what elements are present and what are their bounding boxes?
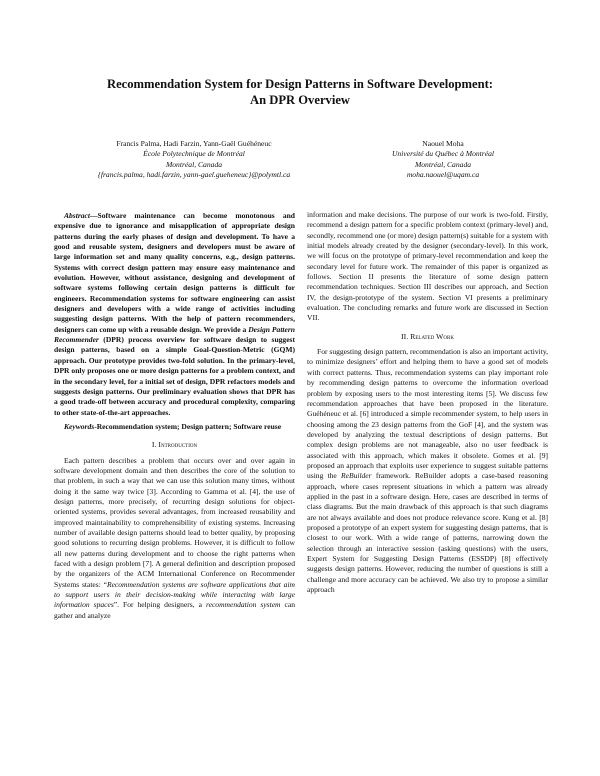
- intro-continuation: information and make decisions. The purpose of our work is two-fold. Firstly, recommend a design pattern for a specific problem context (primary-level) and, secondly, recommend one (or more) design pattern(s) suitable for a system with initial models already created by the designer (secondary-level). In this work, we will focus on the prototype of primary-level recommendation and keep the secondary level for future work. The remainder of this paper is organized as follows. Section II presents the literature of some design pattern recommendation techniques. Section III describes our approach, and Section IV, the design-prototype of the system. Section VI presents a preliminary evaluation. The concluding remarks and future work are discussed in Section VII.: [307, 210, 548, 323]
- author-location: Montréal, Canada: [414, 159, 472, 169]
- title-line-1: Recommendation System for Design Patterns in Software Development:: [106, 77, 494, 91]
- keywords: [54, 422, 295, 432]
- abstract: [54, 211, 295, 418]
- right-column: [307, 210, 548, 595]
- author-affiliation: Université du Québec à Montréal: [391, 149, 495, 159]
- author-affiliation: École Polytechnique de Montréal: [143, 149, 245, 159]
- keywords-lead: Keywords: [64, 421, 95, 431]
- author-location: Montréal, Canada: [165, 159, 223, 169]
- section-heading-related-work: II. Related Work: [401, 331, 454, 341]
- abstract-text-2: (DPR) process overview for software design to suggest design patterns, based on a simple Goal-Question-Metric (GQM) approach. Our prototype provides two-fold solution. In the primary-level, DPR only proposes one or more design patterns for a problem context, and in the secondary level, for a initial set of design, DPR refactors models and suggests design patterns. Our preliminary evaluation shows that DPR has a good trade-off between accuracy and procedural complexity, comparing to other state-of-the-art approaches.: [54, 335, 295, 417]
- intro-text-2: ”. For helping designers, a: [113, 600, 206, 610]
- title-line-2: An DPR Overview: [249, 93, 351, 107]
- author-email: {francis.palma, hadi.farzin, yann-gael.gueheneuc}@polymtl.ca: [97, 169, 291, 179]
- paper-title: [40, 76, 560, 108]
- author-email: moha.naouel@uqam.ca: [406, 169, 480, 179]
- related-work-paragraph: [307, 347, 548, 595]
- related-em: ReBuilder: [341, 471, 372, 481]
- intro-quote: Recommendation systems are software applications that aim to support users in their decision-making while interacting with large information spaces: [54, 579, 295, 610]
- keywords-text: -Recommendation system; Design pattern; Software reuse: [94, 421, 282, 431]
- left-column: [54, 211, 295, 621]
- abstract-lead: Abstract: [64, 211, 90, 220]
- intro-text-3: can gather and analyze: [54, 600, 295, 620]
- author-block-2: [358, 139, 528, 180]
- author-names: Francis Palma, Hadi Farzin, Yann-Gaël Guéhéneuc: [116, 139, 272, 148]
- intro-em: recommendation system: [205, 600, 281, 610]
- intro-paragraph: [54, 456, 295, 622]
- author-block-1: [74, 139, 314, 180]
- related-text: For suggesting design pattern, recommendation is also an important activity, to minimize designers’ effort and helping them to have a good set of models with correct patterns. Thus, recommendation systems can play important role by recommending design patterns to overcome the information overload problem by exposing users to the most interesting items [5]. We discuss few recommendation approaches that have been proposed in the literature. Guéhéneuc et al. [6] introduced a simple recommender system, to help users in choosing among the 23 design patterns from the GoF [4], and the system was developed by analyzing the textual descriptions of design patterns. But complex design problems are not manageable, also no user feedback is associated with this approach, which makes it obsolete. Gomes et al. [9] proposed an approach that exploits user experience to suggest suitable patterns using the: [307, 347, 548, 481]
- author-names: Naouel Moha: [422, 139, 464, 148]
- abstract-dpr-name: Design Pattern Recommender: [54, 324, 295, 345]
- related-text-2: framework. ReBuilder adopts a case-based reasoning approach, where cases represent situations in which a pattern was already applied in the past in a software design. Here, cases are described in terms of class diagrams. But the main drawback of this approach is that such diagrams are not always available and does not produce relevance score. Kung et al. [8] proposed a prototype of an expert system for suggesting design patterns, that is closest to our work. With a wide range of patterns, narrowing down the selection through an interactive session (asking questions) with the users, Expert System for Suggesting Design Patterns (ESSDP) [8] effectively suggests design patterns. However, reducing the number of questions is still a challenge and more accuracy can be achieved. We also try to propose a similar approach: [307, 471, 548, 595]
- abstract-text: —Software maintenance can become monotonous and expensive due to ignorance and misapplication of appropriate design patterns during the early phases of design and development. To have a good and reusable system, designers and developers must be aware of large information set and many quality concerns, e.g., design patterns. Systems with correct design pattern may ensure easy maintenance and evolution. However, without assistance, designing and development of software systems following certain design patterns is difficult for engineers. Recommendation systems for software engineering can assist designers and developers with a wide range of activities including suggesting design patterns. With the help of pattern recommenders, designers can come up with a reusable design. We provide a: [54, 211, 295, 334]
- intro-text: Each pattern describes a problem that occurs over and over again in software development domain and then describes the core of the solution to that problem, in such a way that we can use this solution many times, without doing it the same way twice [3]. According to Gamma et al. [4], the use of design patterns, more precisely, of recurring design solutions for object-oriented systems, provides several advantages, from increased reusability and improved maintainability to comprehensibility of existing systems. Increasing number of available design patterns should lead to better quality, by proposing good solutions to recurring design problems. However, it is difficult to follow all new patterns during development and to choose the right patterns when faced with a design problem [7]. A general definition and description proposed by the organizers of the ACM International Conference on Recommender Systems states: “: [54, 455, 295, 589]
- section-heading-introduction: I. Introduction: [151, 440, 198, 450]
